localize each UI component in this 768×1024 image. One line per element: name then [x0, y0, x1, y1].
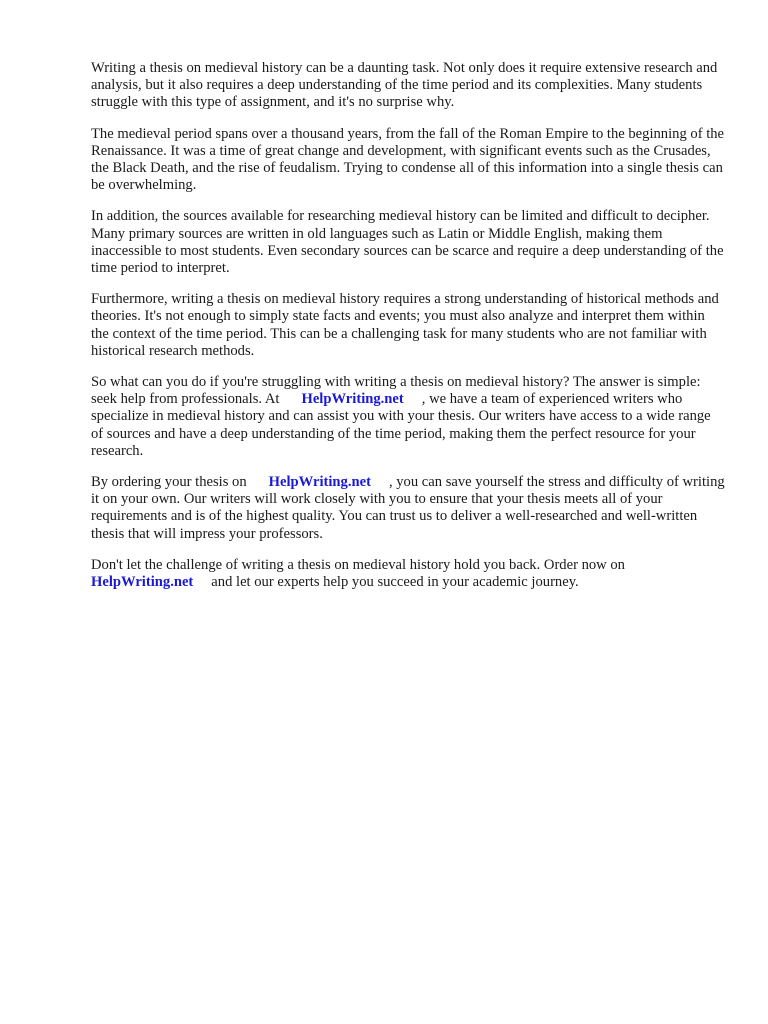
paragraph-seek-help [91, 374, 725, 460]
paragraph-intro: Writing a thesis on medieval history can be a daunting task. Not only does it require extensive research and analysis, but it also requires a deep understanding of the time period and its complexities. Many students struggle with this type of assignment, and it's no surprise why. [91, 60, 718, 111]
seek-help-text-end: , we have a team of experienced writers who specialize in medieval history and can assist you with your thesis. Our writers have access to a wide range of sources and have a deep understanding of the time period, making them the perfect resource for your research. [91, 391, 711, 459]
helpwriting-link-2[interactable]: HelpWriting.net [268, 474, 371, 491]
paragraph-medieval-period: The medieval period spans over a thousand years, from the fall of the Roman Empire to the beginning of the Renaissance. It was a time of great change and development, with significant events such as the Crusades, the Black Death, and the rise of feudalism. Trying to condense all of this information into a single thesis can be overwhelming. [91, 125, 725, 194]
paragraph-call-to-action [91, 557, 725, 591]
ordering-text-start: By ordering your thesis on [91, 474, 247, 491]
helpwriting-link-1[interactable]: HelpWriting.net [301, 391, 404, 408]
ordering-text-end: , you can save yourself the stress and difficulty of writing it on your own. Our writers will work closely with you to ensure that your thesis meets all of your requirements and is of the highest quality. You can trust us to deliver a well-researched and well-written thesis that will impress your professors. [91, 474, 725, 542]
paragraph-ordering [91, 474, 725, 543]
paragraph-sources: In addition, the sources available for researching medieval history can be limited and difficult to decipher. Many primary sources are written in old languages such as Latin or Middle English, making them inaccessible to most students. Even secondary sources can be scarce and require a deep understanding of the time period to interpret. [91, 208, 724, 277]
paragraph-methods: Furthermore, writing a thesis on medieval history requires a strong understanding of historical methods and theories. It's not enough to simply state facts and events; you must also analyze and interpret them within the context of the time period. This can be a challenging task for many students who are not familiar with historical research methods. [91, 291, 719, 359]
cta-text-end: and let our experts help you succeed in your academic journey. [211, 574, 579, 591]
document-body [91, 60, 725, 605]
helpwriting-link-3[interactable]: HelpWriting.net [91, 574, 194, 591]
seek-help-text-start: So what can you do if you're struggling with writing a thesis on medieval history? The answer is simple: seek help from professionals. At [91, 374, 701, 408]
cta-text-start: Don't let the challenge of writing a thesis on medieval history hold you back. Order now on [91, 556, 625, 573]
